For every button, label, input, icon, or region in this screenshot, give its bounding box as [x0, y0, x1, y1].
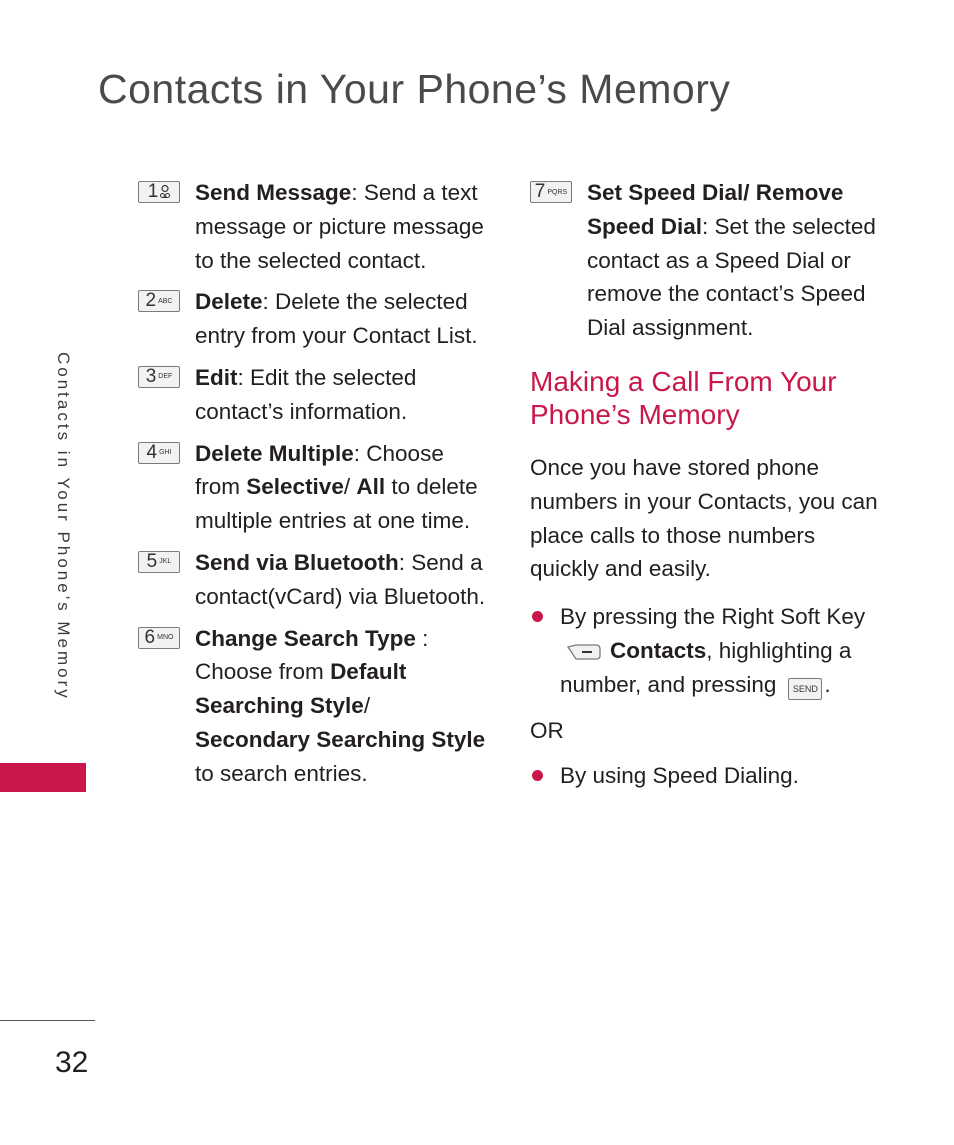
- option-text: to search entries.: [195, 760, 368, 786]
- option-description: [195, 361, 488, 429]
- send-key-icon: SEND: [788, 678, 822, 700]
- list-item: [138, 285, 488, 353]
- option-text: : Choose from: [195, 625, 429, 685]
- page-title: Contacts in Your Phone’s Memory: [98, 66, 731, 112]
- option-text: : Delete the selected entry from your Contact List.: [195, 289, 478, 349]
- right-soft-key-icon: [566, 641, 602, 661]
- bullet-text-pre: By pressing the Right Soft Key: [560, 604, 866, 630]
- key-number: 5: [146, 550, 158, 572]
- section-heading: Making a Call From Your Phone’s Memory: [530, 365, 837, 430]
- option-text: to delete multiple entries at one time.: [195, 474, 478, 534]
- list-item: [138, 361, 488, 429]
- option-description: [195, 176, 488, 277]
- right-column: [530, 176, 890, 805]
- keypad-key-frame: [530, 181, 572, 203]
- list-item: [530, 759, 890, 793]
- key-letters: GHI: [159, 449, 172, 457]
- option-name: Change Search Type: [195, 625, 416, 651]
- option-name: Default Searching Style: [195, 659, 407, 719]
- option-name: Send via Bluetooth: [195, 549, 399, 575]
- option-description: [195, 285, 488, 353]
- option-description: [195, 622, 488, 791]
- bullet-text: By using Speed Dialing.: [560, 763, 799, 789]
- key-number: 6: [144, 626, 156, 648]
- key-letters: DEF: [158, 373, 173, 381]
- key-number: 4: [146, 441, 158, 463]
- footer-rule: [0, 1020, 95, 1021]
- key-letters: PQRS: [547, 188, 568, 196]
- section-tab-marker: [0, 763, 86, 792]
- option-description: [587, 176, 890, 345]
- key-letters: ABC: [158, 297, 173, 305]
- key-letters: MNO: [157, 634, 174, 642]
- option-text: : Set the selected contact as a Speed Dial or remove the contact’s Speed Dial assignment.: [587, 213, 876, 341]
- option-name: All: [356, 474, 386, 500]
- option-name: Secondary Searching Style: [195, 726, 486, 752]
- keypad-key-frame: [138, 627, 180, 649]
- option-text: : Edit the selected contact’s information.: [195, 364, 417, 424]
- bullet-text: [560, 600, 890, 701]
- key-number: 3: [145, 365, 157, 387]
- option-name: Delete: [195, 289, 263, 315]
- key-number: 1: [147, 181, 159, 202]
- list-item: [138, 546, 488, 614]
- bullet-text-end: .: [824, 671, 831, 697]
- list-item: [530, 600, 890, 701]
- option-name: Edit: [195, 364, 238, 390]
- list-item: [530, 176, 890, 345]
- options-list-right: [530, 176, 890, 345]
- list-item: [138, 437, 488, 538]
- key-number: 2: [145, 290, 157, 312]
- option-text: : Choose from: [195, 440, 444, 500]
- section-intro: Once you have stored phone numbers in your Contacts, you can place calls to those numbers quickly and easily.: [530, 454, 878, 582]
- bullet-dot-icon: [532, 770, 543, 781]
- key-number: 7: [534, 181, 546, 202]
- bullet-text-mid: , highlighting a number, and pressing: [560, 637, 852, 697]
- options-list-left: [138, 176, 488, 799]
- option-description: [195, 437, 488, 538]
- keypad-key-icon: [138, 551, 183, 573]
- keypad-key-frame: [138, 290, 180, 312]
- contacts-label: Contacts: [610, 637, 707, 663]
- keypad-key-icon: [138, 442, 183, 464]
- option-text: /: [343, 474, 357, 500]
- keypad-key-frame: [138, 366, 180, 388]
- list-item: [138, 176, 488, 277]
- option-description: [195, 546, 488, 614]
- keypad-key-icon: [138, 181, 183, 203]
- keypad-key-icon: [138, 627, 183, 649]
- voicemail-icon: [160, 185, 170, 199]
- page-number: 32: [55, 1046, 89, 1079]
- option-text: : Send a text message or picture message to the selected contact.: [195, 180, 484, 273]
- keypad-key-icon: [138, 366, 183, 388]
- keypad-key-icon: [530, 181, 575, 203]
- option-text: /: [363, 693, 371, 719]
- keypad-key-frame: [138, 442, 180, 464]
- option-name: Delete Multiple: [195, 440, 354, 466]
- keypad-key-frame: [138, 181, 180, 203]
- option-text: : Send a contact(vCard) via Bluetooth.: [195, 549, 486, 609]
- list-item: [138, 622, 488, 791]
- bullet-dot-icon: [532, 611, 543, 622]
- option-name: Send Message: [195, 180, 352, 205]
- option-name: Set Speed Dial/ Remove Speed Dial: [587, 180, 844, 239]
- keypad-key-frame: [138, 551, 180, 573]
- key-letters: JKL: [159, 558, 172, 566]
- or-separator: OR: [530, 717, 564, 743]
- option-name: Selective: [246, 474, 344, 500]
- keypad-key-icon: [138, 290, 183, 312]
- side-section-label: Contacts in Your Phone’s Memory: [54, 352, 73, 701]
